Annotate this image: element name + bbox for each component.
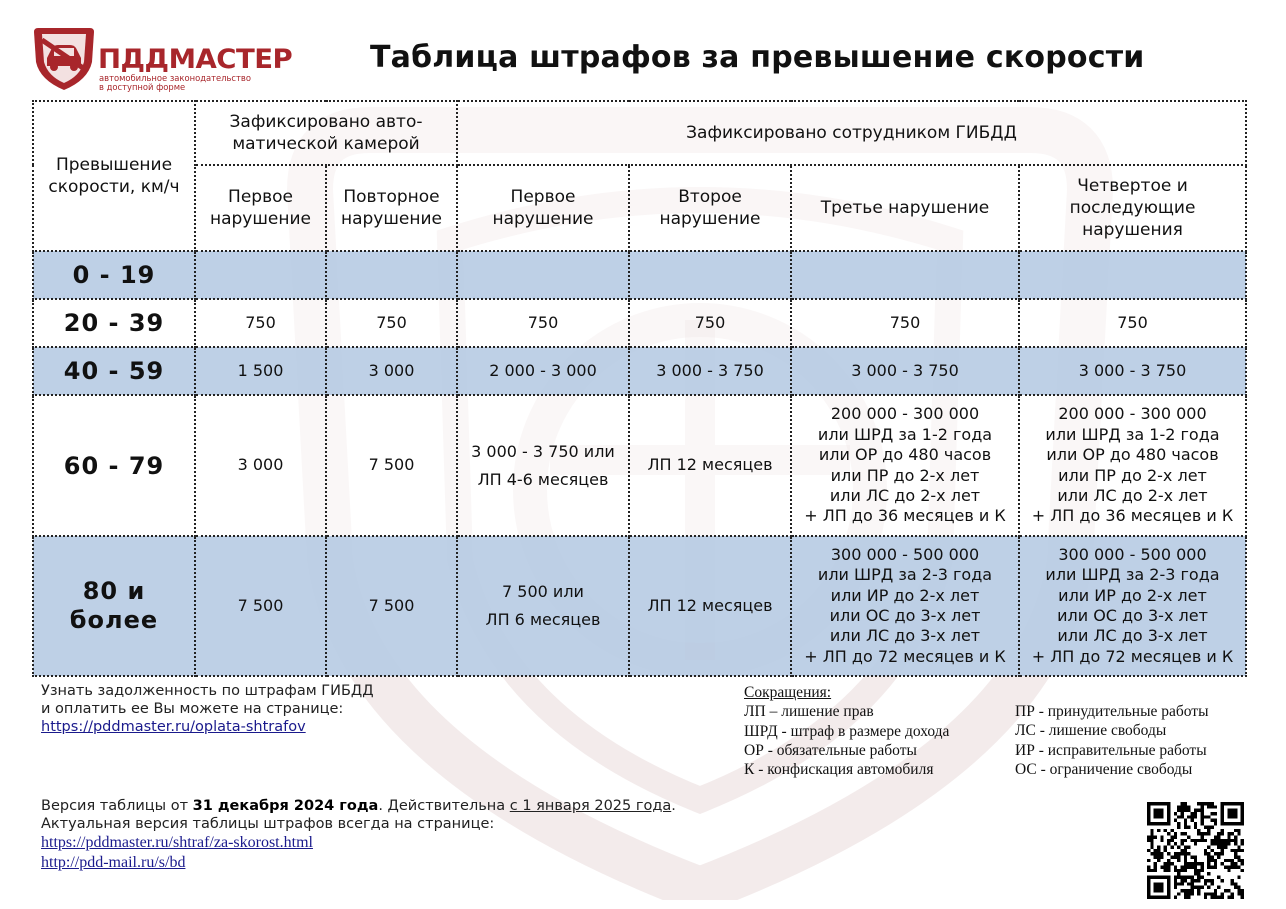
abbreviations-left <box>744 683 949 779</box>
col-header-officer-fourth: Четвертое и последующие нарушения <box>1019 165 1246 251</box>
fine-cell <box>195 251 326 299</box>
table-row <box>33 299 1246 347</box>
col-header-officer-second: Второе нарушение <box>629 165 791 251</box>
fine-cell: ЛП 12 месяцев <box>629 395 791 536</box>
fine-cell: 750 <box>195 299 326 347</box>
fine-cell: 7 500 <box>326 536 457 676</box>
speed-range: 40 - 59 <box>33 347 195 395</box>
fine-cell <box>629 251 791 299</box>
fine-cell: 7 500 или ЛП 6 месяцев <box>457 536 629 676</box>
car-emblem-icon <box>32 24 96 92</box>
fine-cell: 7 500 <box>326 395 457 536</box>
fine-cell <box>457 251 629 299</box>
abbreviation-item: ШРД - штраф в размере дохода <box>744 722 950 740</box>
fine-cell: ЛП 12 месяцев <box>629 536 791 676</box>
fine-cell: 3 000 - 3 750 <box>1019 347 1246 395</box>
fine-cell: 750 <box>1019 299 1246 347</box>
header <box>0 0 1286 100</box>
speed-range: 80 и более <box>33 536 195 676</box>
logo[interactable] <box>32 24 293 96</box>
table-row <box>33 251 1246 299</box>
speed-range: 20 - 39 <box>33 299 195 347</box>
fine-cell: 750 <box>791 299 1019 347</box>
fine-cell: 3 000 - 3 750 <box>629 347 791 395</box>
speed-header: Превышение скорости, км/ч <box>33 101 195 251</box>
fine-cell: 200 000 - 300 000 или ШРД за 1-2 года или ОР до 480 часов или ПР до 2-х лет или ЛС до 2-х лет + ЛП до 36 месяцев и К <box>791 395 1019 536</box>
payment-link[interactable]: https://pddmaster.ru/oplata-shtrafov <box>41 719 306 735</box>
page-title: Таблица штрафов за превышение скорости <box>370 40 1145 75</box>
col-header-camera-repeat: Повторное нарушение <box>326 165 457 251</box>
logo-wordmark: ПДДМАСТЕР <box>98 44 293 75</box>
fine-cell: 750 <box>457 299 629 347</box>
table-page-link[interactable]: https://pddmaster.ru/shtraf/za-skorost.html <box>41 834 313 851</box>
fine-cell: 750 <box>326 299 457 347</box>
fine-cell <box>326 251 457 299</box>
col-header-officer-third: Третье нарушение <box>791 165 1019 251</box>
fine-cell: 200 000 - 300 000 или ШРД за 1-2 года или ОР до 480 часов или ПР до 2-х лет или ЛС до 2-х лет + ЛП до 36 месяцев и К <box>1019 395 1246 536</box>
fine-cell: 2 000 - 3 000 <box>457 347 629 395</box>
version-line: Версия таблицы от 31 декабря 2024 года. Действительна с 1 января 2025 года. <box>41 798 676 814</box>
col-header-camera-first: Первое нарушение <box>195 165 326 251</box>
abbreviation-item: ЛС - лишение свободы <box>1015 722 1167 740</box>
fine-cell: 3 000 <box>195 395 326 536</box>
speed-range: 0 - 19 <box>33 251 195 299</box>
fine-cell: 3 000 <box>326 347 457 395</box>
table-row <box>33 395 1246 536</box>
abbreviation-item: ПР - принудительные работы <box>1015 703 1209 720</box>
fine-cell: 3 000 - 3 750 <box>791 347 1019 395</box>
abbreviation-item: К - конфискация автомобиля <box>744 761 934 779</box>
officer-group-header: Зафиксировано сотрудником ГИБДД <box>457 101 1246 165</box>
version-info <box>41 797 676 873</box>
camera-group-header: Зафиксировано авто- матической камерой <box>195 101 457 165</box>
abbreviation-item: ИР - исправительные работы <box>1015 741 1207 759</box>
col-header-officer-first: Первое нарушение <box>457 165 629 251</box>
fine-cell <box>791 251 1019 299</box>
debt-info: Узнать задолженность по штрафам ГИБДД и оплатить ее Вы можете на странице: https://pddmaster.ru/oplata-shtrafov <box>41 683 374 735</box>
abbreviations-title: Сокращения: <box>744 684 832 701</box>
abbreviations-right <box>1015 702 1209 779</box>
abbreviation-item: ОР - обязательные работы <box>744 741 917 759</box>
qr-code[interactable] <box>1147 802 1244 899</box>
speed-range: 60 - 79 <box>33 395 195 536</box>
abbreviation-item: ОС - ограничение свободы <box>1015 760 1193 778</box>
abbreviation-item: ЛП – лишение прав <box>744 703 874 721</box>
short-link[interactable]: http://pdd-mail.ru/s/bd <box>41 854 186 871</box>
fine-cell: 300 000 - 500 000 или ШРД за 2-3 года или ИР до 2-х лет или ОС до 3-х лет или ЛС до 3-х лет + ЛП до 72 месяцев и К <box>791 536 1019 676</box>
fine-cell: 300 000 - 500 000 или ШРД за 2-3 года или ИР до 2-х лет или ОС до 3-х лет или ЛС до 3-х лет + ЛП до 72 месяцев и К <box>1019 536 1246 676</box>
table-row <box>33 347 1246 395</box>
fine-cell: 1 500 <box>195 347 326 395</box>
fine-cell: 7 500 <box>195 536 326 676</box>
logo-tagline: автомобильное законодательство в доступной форме <box>99 73 251 92</box>
fine-cell: 3 000 - 3 750 или ЛП 4-6 месяцев <box>457 395 629 536</box>
actual-version-line: Актуальная версия таблицы штрафов всегда на странице: <box>41 816 495 832</box>
fine-cell <box>1019 251 1246 299</box>
fines-table <box>32 100 1247 677</box>
table-row <box>33 536 1246 676</box>
fine-cell: 750 <box>629 299 791 347</box>
